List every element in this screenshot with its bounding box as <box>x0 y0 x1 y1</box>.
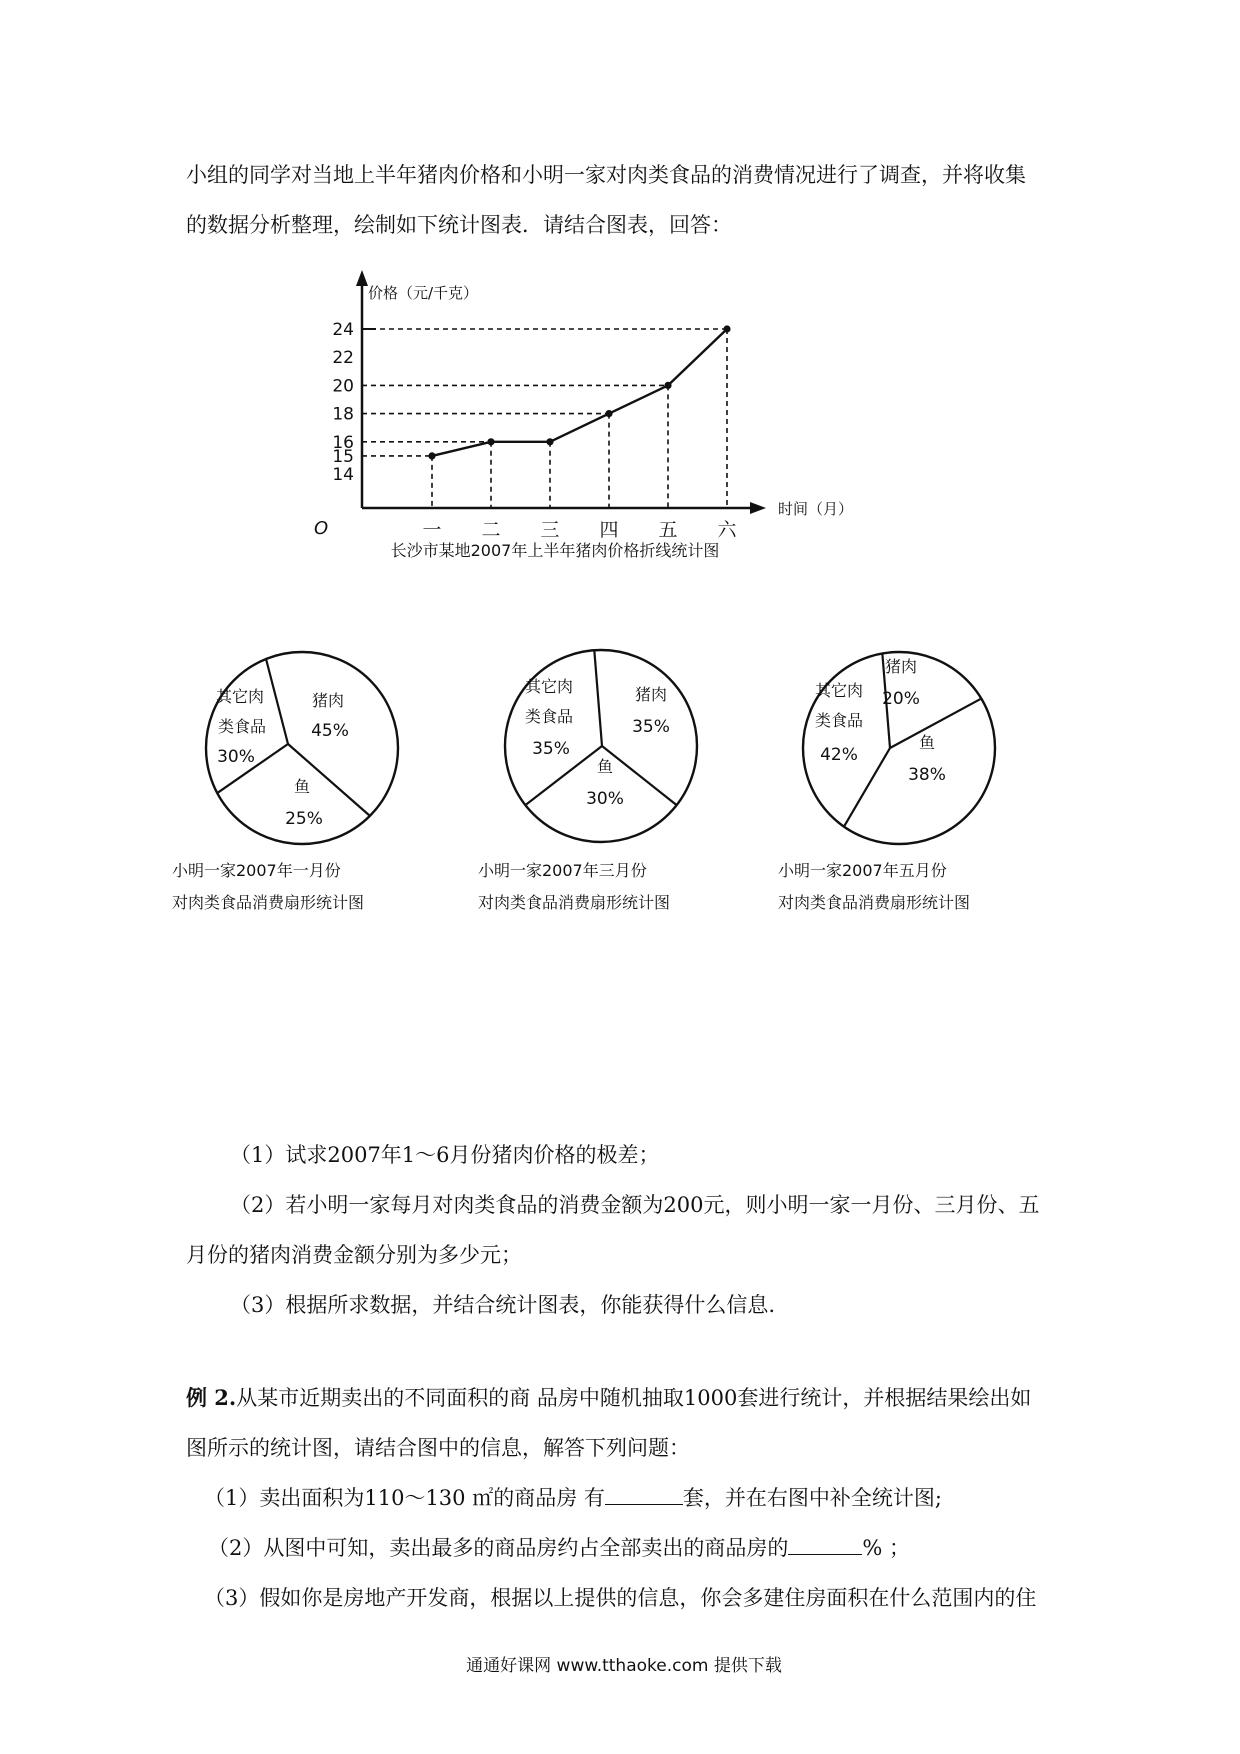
question-3: （3）根据所求数据，并结合统计图表，你能获得什么信息. <box>230 1293 776 1317</box>
pie-divider <box>594 650 602 746</box>
example-2-question-1 <box>204 1483 942 1513</box>
example-2-line-2: 图所示的统计图，请结合图中的信息，解答下列问题： <box>186 1436 690 1460</box>
pie2-caption-line-2: 对肉类食品消费扇形统计图 <box>478 893 671 912</box>
data-point <box>487 438 494 445</box>
x-tick-label: 六 <box>717 519 737 541</box>
pie-value-fish: 30% <box>586 789 624 809</box>
pie-label-other-1: 其它肉 <box>215 687 265 706</box>
x-tick-label: 五 <box>658 519 678 541</box>
x-tick-label: 四 <box>599 519 619 541</box>
pie1-caption-line-1: 小明一家2007年一月份 <box>172 861 341 880</box>
example-2-q2-suffix: % ； <box>862 1536 910 1560</box>
x-tick-label: 二 <box>481 519 501 541</box>
price-series-line <box>432 329 727 456</box>
pie1-caption-line-2: 对肉类食品消费扇形统计图 <box>172 893 365 912</box>
pie-chart-may <box>789 638 1009 858</box>
pie-label-other-2: 类食品 <box>524 707 574 726</box>
line-chart-caption: 长沙市某地2007年上半年猪肉价格折线统计图 <box>390 541 720 560</box>
pie-value-fish: 38% <box>908 765 946 785</box>
example-2-line-1 <box>186 1383 1031 1413</box>
x-axis-arrow <box>750 502 766 514</box>
pie-label-pork: 猪肉 <box>311 691 345 710</box>
pie3-caption-line-2: 对肉类食品消费扇形统计图 <box>778 893 971 912</box>
data-point <box>723 325 730 332</box>
y-tick-label: 15 <box>332 446 354 467</box>
origin-label: O <box>314 518 329 539</box>
pie2-caption-line-1: 小明一家2007年三月份 <box>478 861 647 880</box>
pie-value-other: 35% <box>532 739 570 759</box>
data-point <box>605 410 612 417</box>
pie-divider <box>266 659 288 744</box>
example-2-question-2 <box>208 1533 910 1563</box>
pie-label-fish: 鱼 <box>293 777 311 796</box>
example-2-q2-prefix: （2）从图中可知，卖出最多的商品房约占全部卖出的商品房的 <box>208 1536 789 1560</box>
pie-label-other-1: 其它肉 <box>524 677 574 696</box>
x-axis-label: 时间（月） <box>778 500 854 518</box>
y-tick-label: 18 <box>332 404 354 425</box>
y-axis-arrow <box>356 270 368 286</box>
x-tick-label: 一 <box>422 519 442 541</box>
y-tick-label: 24 <box>332 320 354 340</box>
data-point <box>546 438 553 445</box>
y-tick-label: 16 <box>332 432 354 453</box>
pie-value-pork: 20% <box>882 689 920 709</box>
intro-line-1: 小组的同学对当地上半年猪肉价格和小明一家对肉类食品的消费情况进行了调查，并将收集 <box>186 163 1026 187</box>
pie-label-pork: 猪肉 <box>884 657 918 676</box>
example-2-label: 例 2. <box>186 1385 237 1410</box>
y-tick-label: 14 <box>332 465 354 485</box>
example-2-q1-prefix: （1）卖出面积为110～130 ㎡的商品房 有 <box>204 1486 605 1510</box>
pie-label-pork: 猪肉 <box>634 685 668 704</box>
pie-label-other-2: 类食品 <box>814 711 864 730</box>
y-tick-label: 20 <box>332 376 354 397</box>
pie-label-fish: 鱼 <box>596 757 614 776</box>
pie-value-pork: 35% <box>632 717 670 737</box>
pie-value-other: 42% <box>820 745 858 765</box>
pie3-caption-line-1: 小明一家2007年五月份 <box>778 861 947 880</box>
example-2-q1-suffix: 套，并在右图中补全统计图; <box>682 1486 942 1510</box>
pie-chart-march <box>491 636 711 856</box>
pie-value-fish: 25% <box>285 809 323 829</box>
question-2-line-1: （2）若小明一家每月对肉类食品的消费金额为200元，则小明一家一月份、三月份、五 <box>230 1193 1040 1217</box>
pie-value-pork: 45% <box>311 721 349 741</box>
example-2-question-3: （3）假如你是房地产开发商，根据以上提供的信息，你会多建住房面积在什么范围内的住 <box>204 1586 1037 1610</box>
y-tick-label: 22 <box>332 348 354 369</box>
question-1: （1）试求2007年1～6月份猪肉价格的极差； <box>230 1143 660 1167</box>
answer-blank-1[interactable] <box>605 1484 683 1505</box>
question-2-line-2: 月份的猪肉消费金额分别为多少元； <box>186 1243 522 1267</box>
x-tick-label: 三 <box>540 519 560 541</box>
pie-value-other: 30% <box>217 747 255 767</box>
data-point <box>664 382 671 389</box>
example-2-text: 从某市近期卖出的不同面积的商 品房中随机抽取1000套进行统计，并根据结果绘出如 <box>236 1386 1032 1410</box>
pie-label-other-2: 类食品 <box>217 717 267 736</box>
y-axis-label: 价格（元/千克） <box>368 284 479 302</box>
pie-label-other-1: 其它肉 <box>814 681 864 700</box>
data-point <box>428 452 435 459</box>
answer-blank-2[interactable] <box>788 1534 862 1555</box>
footer-text: 通通好课网 www.tthaoke.com 提供下载 <box>466 1656 782 1676</box>
pork-price-line-chart <box>314 270 890 550</box>
pie-chart-january <box>192 638 412 858</box>
intro-line-2: 的数据分析整理，绘制如下统计图表．请结合图表，回答： <box>186 213 732 237</box>
footer <box>0 1655 1240 1677</box>
pie-label-fish: 鱼 <box>918 733 936 752</box>
